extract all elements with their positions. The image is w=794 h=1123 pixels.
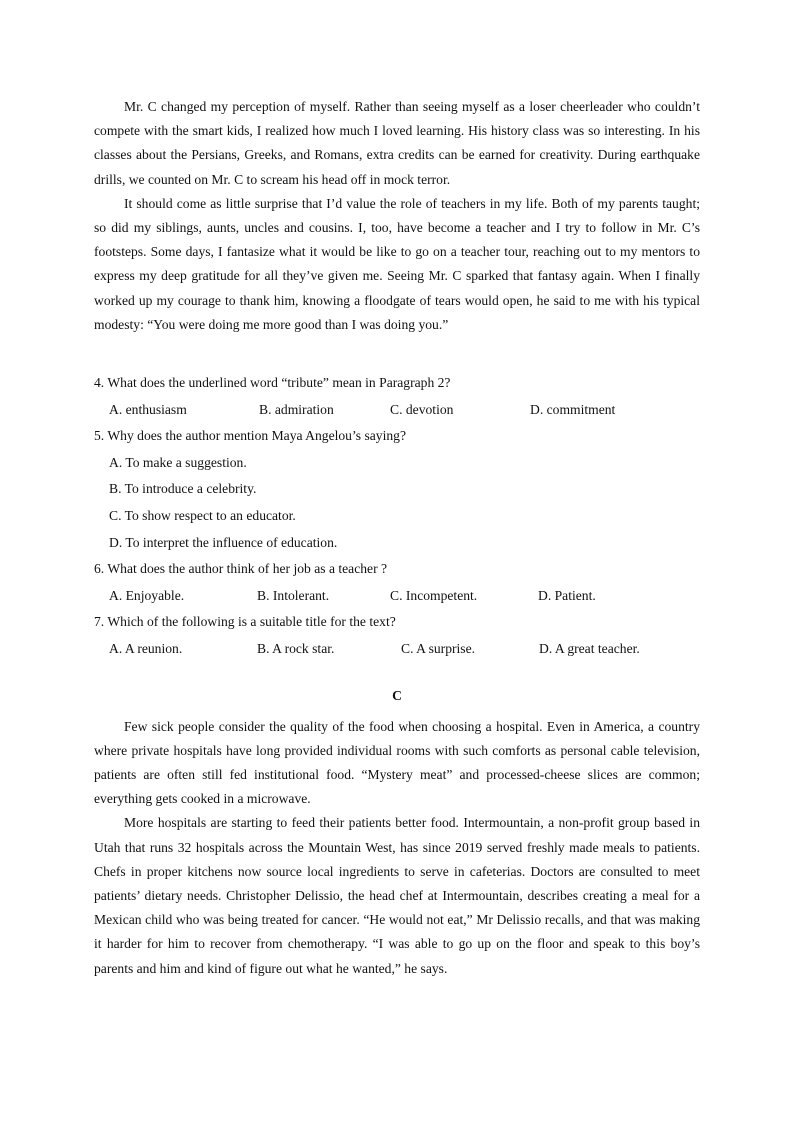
option-b: B. A rock star. — [257, 640, 335, 656]
options-row — [94, 583, 700, 610]
passage-c — [94, 715, 700, 981]
option-b: B. Intolerant. — [257, 587, 330, 603]
options-row — [94, 397, 700, 424]
option-c: C. Incompetent. — [390, 587, 478, 603]
question-5 — [94, 423, 700, 556]
options-row — [94, 636, 700, 663]
section-title: C — [392, 687, 402, 703]
option-a: A. To make a suggestion. — [109, 454, 247, 470]
option-c: C. A surprise. — [401, 640, 476, 656]
paragraph: It should come as little surprise that I’d value the role of teachers in my life. Both of my parents taught; so did my siblings, aunts, uncles and cousins. I, too, have become a teacher and I try to follow in Mr. C’s footsteps. Some days, I fantasize what it would be like to go on a teacher tour, reaching out to my mentors to express my deep gratitude for all they’ve given me. Seeing Mr. C sparked that fantasy again. When I finally worked up my courage to thank him, knowing a floodgate of tears would open, he said to me with his typical modesty: “You were doing me more good than I was doing you.” — [94, 195, 700, 332]
option-c: C. To show respect to an educator. — [109, 508, 296, 523]
option-c: C. devotion — [390, 401, 454, 417]
paragraph: Mr. C changed my perception of myself. Rather than seeing myself as a loser cheerleader who couldn’t compete with the smart kids, I realized how much I loved learning. His history class was so interesting. In his classes about the Persians, Greeks, and Romans, extra credits can be earned for creativity. During earthquake drills, we counted on Mr. C to scream his head off in mock terror. — [94, 99, 700, 187]
question-list — [94, 370, 700, 663]
option-a: A. Enjoyable. — [109, 587, 185, 603]
question-6 — [94, 556, 700, 609]
option-d: D. commitment — [530, 401, 616, 417]
option-a: A. enthusiasm — [109, 401, 187, 417]
question-stem: 5. Why does the author mention Maya Angelou’s saying? — [94, 428, 406, 444]
option-b: B. admiration — [259, 401, 334, 417]
page-content — [94, 95, 700, 981]
option-b: B. To introduce a celebrity. — [109, 481, 257, 497]
passage-b — [94, 95, 700, 337]
option-d: D. A great teacher. — [539, 640, 640, 656]
question-stem: 6. What does the author think of her job as a teacher ? — [94, 561, 388, 577]
option-d: D. To interpret the influence of education. — [109, 534, 338, 550]
option-a: A. A reunion. — [109, 640, 183, 656]
paragraph: More hospitals are starting to feed their patients better food. Intermountain, a non-profit group based in Utah that runs 32 hospitals across the Mountain West, has since 2019 served freshly made meals to patients. Chefs in proper kitchens now source local ingredients to serve in cafeterias. Doctors are consulted to meet patients’ dietary needs. Christopher Delissio, the head chef at Intermountain, describes creating a meal for a Mexican child who was being treated for cancer. “He would not eat,” Mr Delissio recalls, and that was making it harder for him to recover from chemotherapy. “I was able to go up on the floor and speak to this boy’s parents and him and kind of figure out what he wanted,” he says. — [94, 815, 700, 976]
question-stem: 4. What does the underlined word “tribute” mean in Paragraph 2? — [94, 375, 451, 391]
option-d: D. Patient. — [538, 587, 596, 603]
paragraph: Few sick people consider the quality of the food when choosing a hospital. Even in America, a country where private hospitals have long provided individual rooms with such comforts as personal cable television, patients are often still fed institutional food. “Mystery meat” and processed-cheese slices are common; everything gets cooked in a microwave. — [94, 718, 700, 807]
question-4 — [94, 370, 700, 423]
question-7 — [94, 609, 700, 662]
question-stem: 7. Which of the following is a suitable title for the text? — [94, 614, 396, 630]
